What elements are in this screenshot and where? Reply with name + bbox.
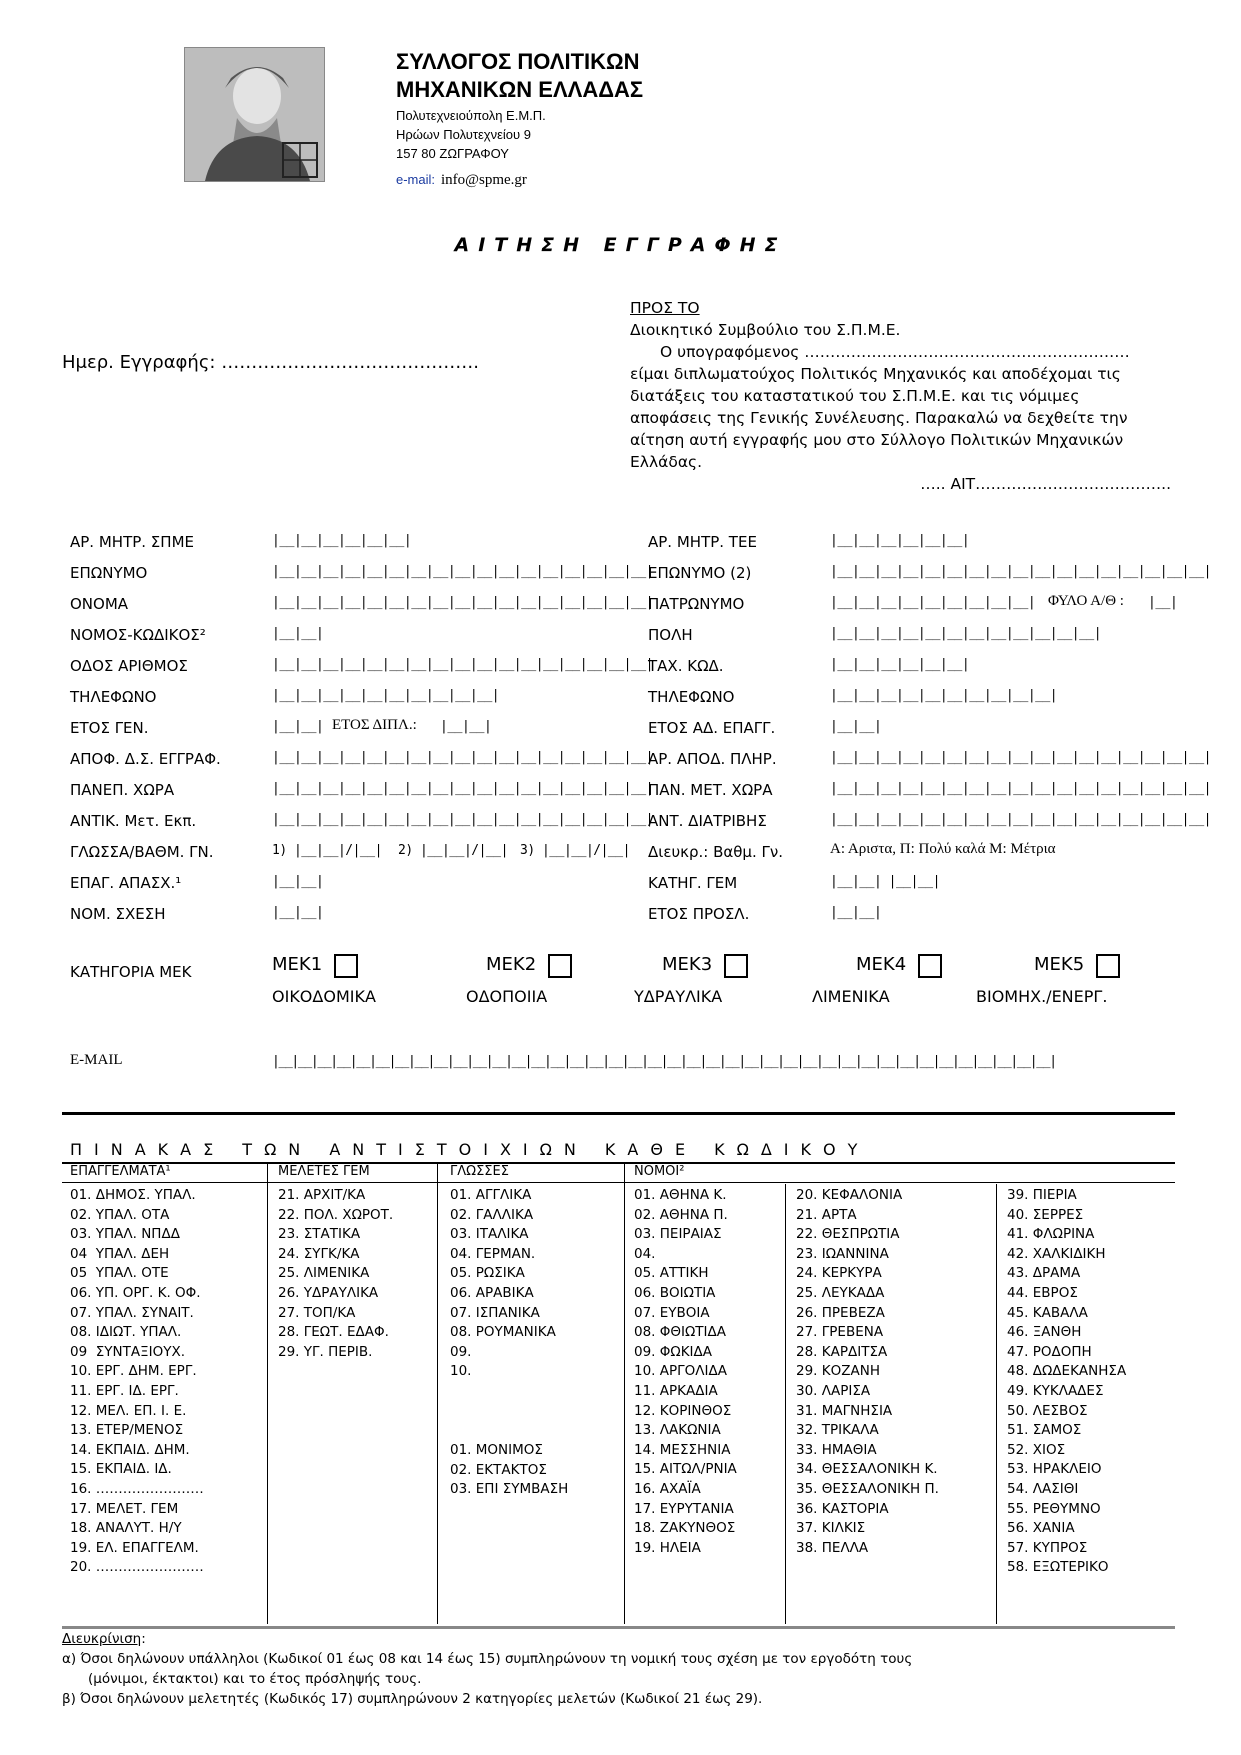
mek-category-label: ΚΑΤΗΓΟΡΙΑ ΜΕΚ <box>70 963 192 981</box>
languages-list: 01. ΑΓΓΛΙΚΑ 02. ΓΑΛΛΙΚΑ 03. ΙΤΑΛΙΚΑ 04. ΓΕΡΜΑΝ. 05. ΡΩΣΙΚΑ 06. ΑΡΑΒΙΚΑ 07. ΙΣΠΑΝΙΚΑ 08. ΡΟΥΜΑΝΙΚΑ 09. 10. <box>450 1187 556 1380</box>
field-label: ΠΑΤΡΩΝΥΜΟ <box>648 595 745 613</box>
mek-code: ΜΕΚ4 <box>856 954 907 975</box>
field-label: ΑΡ. ΑΠΟΔ. ΠΛΗΡ. <box>648 750 777 768</box>
to-heading: ΠΡΟΣ ΤΟ <box>630 299 700 317</box>
column-divider <box>437 1164 438 1624</box>
org-title <box>396 48 643 104</box>
city-input[interactable]: |__|__|__|__|__|__|__|__|__|__|__|__| <box>830 626 1102 641</box>
statement-line: Διοικητικό Συμβούλιο του Σ.Π.Μ.Ε. <box>630 321 901 339</box>
prefectures-list: 39. ΠΙΕΡΙΑ 40. ΣΕΡΡΕΣ 41. ΦΛΩΡΙΝΑ 42. ΧΑΛΚΙΔΙΚΗ 43. ΔΡΑΜΑ 44. ΕΒΡΟΣ 45. ΚΑΒΑΛΑ 46. ΞΑΝΘΗ 47. ΡΟΔΟΠΗ 48. ΔΩΔΕΚΑΝΗΣΑ 49. ΚΥΚΛΑΔΕΣ 50. ΛΕΣΒΟΣ 51. ΣΑΜΟΣ 52. ΧΙΟΣ 53. ΗΡΑΚΛΕΙΟ 54. ΛΑΣΙΘΙ 55. ΡΕΘΥΜΝΟ 56. ΧΑΝΙΑ 57. ΚΥΠΡΟΣ 58. ΕΞΩΤΕΡΙΚΟ <box>1007 1187 1127 1576</box>
license-year-input[interactable]: |__|__| <box>830 719 882 734</box>
column-divider <box>996 1184 997 1624</box>
field-label: ΕΤΟΣ ΠΡΟΣΛ. <box>648 905 750 923</box>
birth-year-input[interactable]: |__|__| <box>272 719 324 734</box>
language-3-input[interactable]: 3) |__|__|/|__| <box>520 843 630 858</box>
application-statement <box>630 297 1175 495</box>
mek3-option[interactable] <box>662 954 748 978</box>
undersigned-field[interactable]: Ο υπογραφόμενος ……………………………………………………… <box>660 343 1130 361</box>
field-label: ΚΑΤΗΓ. ΓΕΜ <box>648 874 738 892</box>
mek-code: ΜΕΚ2 <box>486 954 537 975</box>
table-header-rule <box>62 1162 1175 1164</box>
org-email <box>396 172 527 189</box>
address-line: 157 80 ΖΩΓΡΑΦΟΥ <box>396 146 509 161</box>
field-label: ΑΡ. ΜΗΤΡ. ΣΠΜΕ <box>70 533 194 551</box>
hiring-year-input[interactable]: |__|__| <box>830 905 882 920</box>
mek-name: ΟΙΚΟΔΟΜΙΚΑ <box>272 987 376 1006</box>
surname-2-input[interactable]: |__|__|__|__|__|__|__|__|__|__|__|__|__|__|__|__|__| <box>830 564 1211 579</box>
field-label: ΑΝΤΙΚ. Μετ. Εκπ. <box>70 812 197 830</box>
field-label: ΝΟΜ. ΣΧΕΣΗ <box>70 905 166 923</box>
field-label: ΤΗΛΕΦΩΝΟ <box>648 688 735 706</box>
mek-code: ΜΕΚ1 <box>272 954 323 975</box>
clarification-notes: Διευκρίνιση: α) Όσοι δηλώνουν υπάλληλοι (Κωδικοί 01 έως 08 και 14 έως 15) συμπληρώνουν τη νομική τους σχέση με τον εργοδότη τους (μόνιμοι, έκτακτοι) και το έτος πρόσληψής τους. β) Όσοι δηλώνουν μελετητές (Κωδικός 17) συμπληρώνουν 2 κατηγορίες μελετών (Κωδικοί 21 έως 29). <box>62 1631 913 1707</box>
first-name-input[interactable]: |__|__|__|__|__|__|__|__|__|__|__|__|__|__|__|__|__| <box>272 595 653 610</box>
mek-name: ΛΙΜΕΝΙΚΑ <box>812 987 890 1006</box>
field-label: ΟΔΟΣ ΑΡΙΘΜΟΣ <box>70 657 188 675</box>
column-divider <box>624 1164 625 1624</box>
note-line: β) Όσοι δηλώνουν μελετητές (Κωδικός 17) συμπληρώνουν 2 κατηγορίες μελετών (Κωδικοί 21 έως 29). <box>62 1691 763 1707</box>
field-label: ΝΟΜΟΣ-ΚΩΔΙΚΟΣ² <box>70 626 206 644</box>
field-label: ΦΥΛΟ Α/Θ : <box>1048 593 1124 609</box>
postal-code-input[interactable]: |__|__|__|__|__|__| <box>830 657 970 672</box>
statement-line: διατάξεις του καταστατικού του Σ.Π.Μ.Ε. και τις νόμιμες <box>630 387 1080 405</box>
field-label: ΤΑΧ. ΚΩΔ. <box>648 657 724 675</box>
spme-registry-number-input[interactable]: |__|__|__|__|__|__| <box>272 533 412 548</box>
field-label: ΓΛΩΣΣΑ/ΒΑΘΜ. ΓΝ. <box>70 843 214 861</box>
field-label: ΑΠΟΦ. Δ.Σ. ΕΓΓΡΑΦ. <box>70 750 221 768</box>
mek3-checkbox[interactable] <box>724 954 748 978</box>
org-title-line1: ΣΥΛΛΟΓΟΣ ΠΟΛΙΤΙΚΩΝ <box>396 49 640 74</box>
prefecture-code-input[interactable]: |__|__| <box>272 626 324 641</box>
statement-line: Ελλάδας. <box>630 453 703 471</box>
surname-input[interactable]: |__|__|__|__|__|__|__|__|__|__|__|__|__|__|__|__|__| <box>272 564 653 579</box>
field-label: ΠΟΛΗ <box>648 626 693 644</box>
table-header-rule <box>62 1182 1175 1183</box>
email-label: e-mail: <box>396 172 436 187</box>
field-label: ΕΠΩΝΥΜΟ (2) <box>648 564 752 582</box>
field-label: ΕΤΟΣ ΑΔ. ΕΠΑΓΓ. <box>648 719 776 737</box>
legal-relation-input[interactable]: |__|__| <box>272 905 324 920</box>
field-label: ΕΠΑΓ. ΑΠΑΣΧ.¹ <box>70 874 182 892</box>
mek1-option[interactable] <box>272 954 358 978</box>
degree-year-input[interactable]: |__|__| <box>440 719 492 734</box>
mek4-checkbox[interactable] <box>918 954 942 978</box>
section-divider <box>62 1112 1175 1115</box>
father-name-input[interactable]: |__|__|__|__|__|__|__|__|__| <box>830 595 1036 610</box>
column-header: ΜΕΛΕΤΕΣ ΓΕΜ <box>278 1164 370 1179</box>
grade-legend: Α: Αριστα, Π: Πολύ καλά Μ: Μέτρια <box>830 841 1056 857</box>
mek4-option[interactable] <box>856 954 942 978</box>
street-number-input[interactable]: |__|__|__|__|__|__|__|__|__|__|__|__|__|__|__|__|__| <box>272 657 653 672</box>
occupation-code-input[interactable]: |__|__| <box>272 874 324 889</box>
payment-receipt-input[interactable]: |__|__|__|__|__|__|__|__|__|__|__|__|__|__|__|__|__| <box>830 750 1211 765</box>
field-label: Διευκρ.: Βαθμ. Γν. <box>648 843 784 861</box>
gem-category-input[interactable]: |__|__| |__|__| <box>830 874 940 889</box>
language-2-input[interactable]: 2) |__|__|/|__| <box>398 843 508 858</box>
statement-line: είμαι διπλωματούχος Πολιτικός Μηχανικός και αποδέχομαι τις <box>630 365 1121 383</box>
column-header: ΓΛΩΣΣΕΣ <box>450 1164 509 1179</box>
mek-code: ΜΕΚ5 <box>1034 954 1085 975</box>
email-input[interactable]: |__|__|__|__|__|__|__|__|__|__|__|__|__|__|__|__|__|__|__|__|__|__|__|__|__|__|__|__|__|__|__|__|__|__|__|__|__|__|__|__| <box>272 1054 1056 1069</box>
field-label: ΕΤΟΣ ΓΕΝ. <box>70 719 149 737</box>
org-title-line2: ΜΗΧΑΝΙΚΩΝ ΕΛΛΑΔΑΣ <box>396 77 644 102</box>
mek-name: ΒΙΟΜΗΧ./ΕΝΕΡΓ. <box>976 987 1108 1006</box>
field-label: ΤΗΛΕΦΩΝΟ <box>70 688 157 706</box>
notes-heading: Διευκρίνιση <box>62 1631 142 1647</box>
mek-name: ΥΔΡΑΥΛΙΚΑ <box>634 987 723 1006</box>
statement-line: αίτηση αυτή εγγραφής μου στο Σύλλογο Πολιτικών Μηχανικών <box>630 431 1124 449</box>
field-label: ΕΠΩΝΥΜΟ <box>70 564 148 582</box>
mek1-checkbox[interactable] <box>334 954 358 978</box>
field-label: ΑΝΤ. ΔΙΑΤΡΙΒΗΣ <box>648 812 767 830</box>
tee-registry-number-input[interactable]: |__|__|__|__|__|__| <box>830 533 970 548</box>
mek5-checkbox[interactable] <box>1096 954 1120 978</box>
org-address <box>396 106 546 163</box>
field-label: ΕΤΟΣ ΔΙΠΛ.: <box>332 717 417 733</box>
note-line: (μόνιμοι, έκτακτοι) και το έτος πρόσληψής τους. <box>88 1671 422 1687</box>
statement-line: αποφάσεις της Γενικής Συνέλευσης. Παρακαλώ να δεχθείτε την <box>630 409 1128 427</box>
legal-relation-list: 01. ΜΟΝΙΜΟΣ 02. ΕΚΤΑΚΤΟΣ 03. ΕΠΙ ΣΥΜΒΑΣΗ <box>450 1442 569 1498</box>
field-label: ΠΑΝΕΠ. ΧΩΡΑ <box>70 781 175 799</box>
studies-list: 21. ΑΡΧΙΤ/ΚΑ 22. ΠΟΛ. ΧΩΡΟΤ. 23. ΣΤΑΤΙΚΑ 24. ΣΥΓΚ/ΚΑ 25. ΛΙΜΕΝΙΚΑ 26. ΥΔΡΑΥΛΙΚΑ 27. ΤΟΠ/ΚΑ 28. ΓΕΩΤ. ΕΔΑΦ. 29. ΥΓ. ΠΕΡΙΒ. <box>278 1187 394 1360</box>
applicant-signature[interactable]: ….. ΑΙΤ……………………………….. <box>920 475 1171 493</box>
field-label: ΟΝΟΜΑ <box>70 595 129 613</box>
language-1-input[interactable]: 1) |__|__|/|__| <box>272 843 382 858</box>
thesis-subject-input[interactable]: |__|__|__|__|__|__|__|__|__|__|__|__|__|__|__|__|__| <box>830 812 1211 827</box>
gender-input[interactable]: |__| <box>1148 595 1178 610</box>
board-decision-input[interactable]: |__|__|__|__|__|__|__|__|__|__|__|__|__|__|__|__|__| <box>272 750 653 765</box>
prefectures-list: 20. ΚΕΦΑΛΟΝΙΑ 21. ΑΡΤΑ 22. ΘΕΣΠΡΩΤΙΑ 23. ΙΩΑΝΝΙΝΑ 24. ΚΕΡΚΥΡΑ 25. ΛΕΥΚΑΔΑ 26. ΠΡΕΒΕΖΑ 27. ΓΡΕΒΕΝΑ 28. ΚΑΡΔΙΤΣΑ 29. ΚΟΖΑΝΗ 30. ΛΑΡΙΣΑ 31. ΜΑΓΝΗΣΙΑ 32. ΤΡΙΚΑΛΑ 33. ΗΜΑΘΙΑ 34. ΘΕΣΣΑΛΟΝΙΚΗ Κ. 35. ΘΕΣΣΑΛΟΝΙΚΗ Π. 36. ΚΑΣΤΟΡΙΑ 37. ΚΙΛΚΙΣ 38. ΠΕΛΛΑ <box>796 1187 939 1556</box>
address-line: Ηρώων Πολυτεχνείου 9 <box>396 127 531 142</box>
archimedes-portrait <box>184 47 325 182</box>
mek-code: ΜΕΚ3 <box>662 954 713 975</box>
phone-input[interactable]: |__|__|__|__|__|__|__|__|__|__| <box>272 688 500 703</box>
email-field-label: E-MAIL <box>70 1052 123 1068</box>
field-label: ΑΡ. ΜΗΤΡ. ΤΕΕ <box>648 533 757 551</box>
column-header: ΝΟΜΟΙ² <box>634 1164 685 1179</box>
professions-list: 01. ΔΗΜΟΣ. ΥΠΑΛ. 02. ΥΠΑΛ. ΟΤΑ 03. ΥΠΑΛ. ΝΠΔΔ 04 ΥΠΑΛ. ΔΕΗ 05 ΥΠΑΛ. ΟΤΕ 06. ΥΠ. ΟΡΓ. Κ. ΟΦ. 07. ΥΠΑΛ. ΣΥΝΑΙΤ. 08. ΙΔΙΩΤ. ΥΠΑΛ. 09 ΣΥΝΤΑΞΙΟΥΧ. 10. ΕΡΓ. ΔΗΜ. ΕΡΓ. 11. ΕΡΓ. ΙΔ. ΕΡΓ. 12. ΜΕΛ. ΕΠ. Ι. Ε. 13. ΕΤΕΡ/ΜΕΝΟΣ 14. ΕΚΠΑΙΔ. ΔΗΜ. 15. ΕΚΠΑΙΔ. ΙΔ. 16. …………………… 17. ΜΕΛΕΤ. ΓΕΜ 18. ΑΝΑΛΥΤ. Η/Υ 19. ΕΛ. ΕΠΑΓΓΕΛΜ. 20. …………………… <box>70 1187 204 1576</box>
address-line: Πολυτεχνειούπολη Ε.Μ.Π. <box>396 108 546 123</box>
page-title: ΑΙΤΗΣΗ ΕΓΓΡΑΦΗΣ <box>454 234 787 256</box>
portrait-image-icon <box>185 48 324 181</box>
field-label: ΠΑΝ. ΜΕΤ. ΧΩΡΑ <box>648 781 773 799</box>
column-divider <box>785 1184 786 1624</box>
mek5-option[interactable] <box>1034 954 1120 978</box>
column-header: ΕΠΑΓΓΕΛΜΑΤΑ¹ <box>70 1164 171 1179</box>
column-divider <box>267 1164 268 1624</box>
phone-2-input[interactable]: |__|__|__|__|__|__|__|__|__|__| <box>830 688 1058 703</box>
mek2-checkbox[interactable] <box>548 954 572 978</box>
postgrad-subject-input[interactable]: |__|__|__|__|__|__|__|__|__|__|__|__|__|__|__|__|__| <box>272 812 653 827</box>
mek-name: ΟΔΟΠΟΙΙΑ <box>466 987 548 1006</box>
prefectures-list: 01. ΑΘΗΝΑ Κ. 02. ΑΘΗΝΑ Π. 03. ΠΕΙΡΑΙΑΣ 04. 05. ΑΤΤΙΚΗ 06. ΒΟΙΩΤΙΑ 07. ΕΥΒΟΙΑ 08. ΦΘΙΩΤΙΔΑ 09. ΦΩΚΙΔΑ 10. ΑΡΓΟΛΙΔΑ 11. ΑΡΚΑΔΙΑ 12. ΚΟΡΙΝΘΟΣ 13. ΛΑΚΩΝΙΑ 14. ΜΕΣΣΗΝΙΑ 15. ΑΙΤΩΛ/ΡΝΙΑ 16. ΑΧΑΪΑ 17. ΕΥΡΥΤΑΝΙΑ 18. ΖΑΚΥΝΘΟΣ 19. ΗΛΕΙΑ <box>634 1187 737 1556</box>
codes-table-title: ΠΙΝΑΚΑΣ ΤΩΝ ΑΝΤΙΣΤΟΙΧΙΩΝ ΚΑΘΕ ΚΩΔΙΚΟΥ <box>70 1140 870 1159</box>
mek2-option[interactable] <box>486 954 572 978</box>
email-link[interactable]: info@spme.gr <box>441 172 527 188</box>
postgrad-country-input[interactable]: |__|__|__|__|__|__|__|__|__|__|__|__|__|__|__|__|__| <box>830 781 1211 796</box>
university-country-input[interactable]: |__|__|__|__|__|__|__|__|__|__|__|__|__|__|__|__|__| <box>272 781 653 796</box>
registration-date[interactable]: Ημερ. Εγγραφής: ……………………………………. <box>62 352 479 373</box>
note-line: α) Όσοι δηλώνουν υπάλληλοι (Κωδικοί 01 έως 08 και 14 έως 15) συμπληρώνουν τη νομική τους σχέση με τον εργοδότη τους <box>62 1651 913 1667</box>
